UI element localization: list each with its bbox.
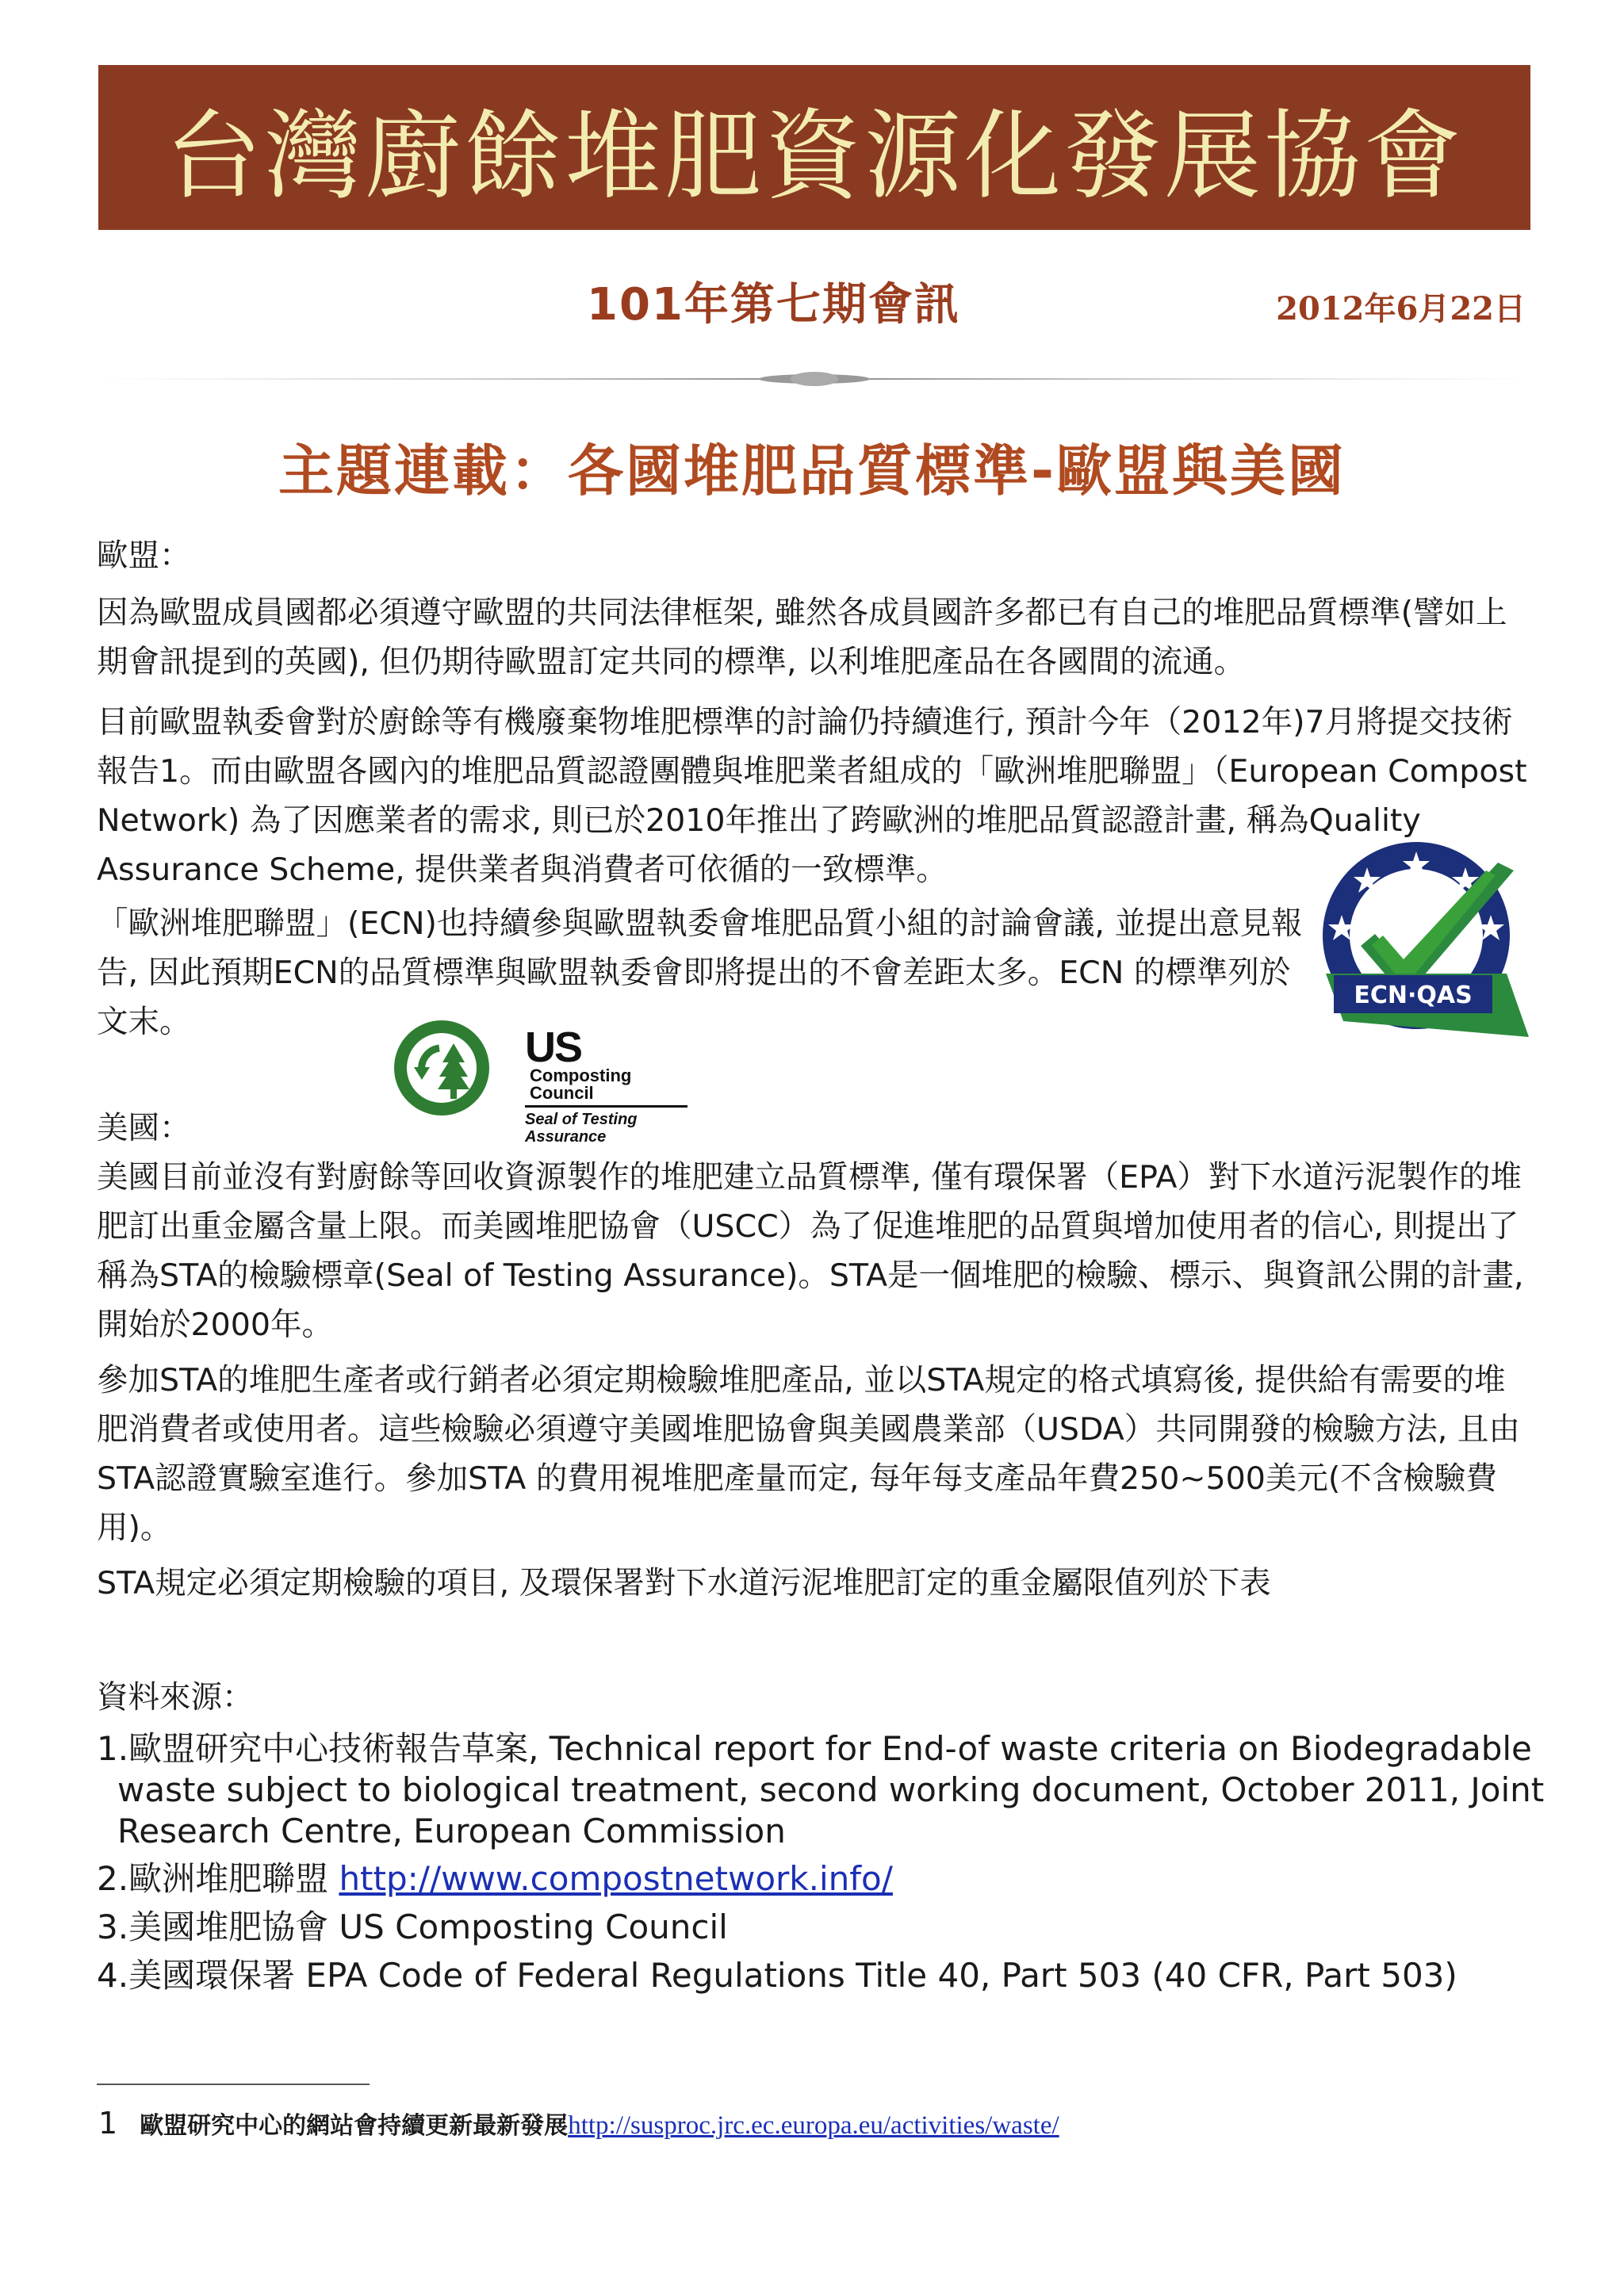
ornamental-divider (98, 368, 1530, 390)
us-paragraph-2: 參加STA的堆肥生產者或行銷者必須定期檢驗堆肥產品, 並以STA規定的格式填寫後, 提供給有需要的堆肥消費者或使用者。這些檢驗必須遵守美國堆肥協會與美國農業部（USDA）共同開發的檢驗方法, 且由STA認證實驗室進行。參加STA 的費用視堆肥產量而定, 每年每支產品年費250~500美元(不含檢驗費用)。 (97, 1362, 1520, 1546)
footnote-link[interactable]: http://susproc.jrc.ec.europa.eu/activities/waste/ (568, 2111, 1059, 2140)
issue-number: 101年第七期會訊 (587, 279, 960, 331)
ecn-qas-seal-icon (1320, 839, 1530, 1042)
eu-paragraph-3: 「歐洲堆肥聯盟」(ECN)也持續參與歐盟執委會堆肥品質小組的討論會議, 並提出意見報告, 因此預期ECN的品質標準與歐盟執委會即將提出的不會差距太多。ECN 的標準列於文末。 (97, 905, 1303, 1040)
ecn-seal-text: ECN·QAS (1354, 982, 1473, 1009)
source-num: 4. (97, 1956, 129, 1995)
usc-logo-line1: Composting (530, 1066, 632, 1085)
source-item-1 (97, 1728, 1545, 1852)
source-link-compostnetwork[interactable]: http://www.compostnetwork.info/ (339, 1859, 893, 1898)
source-item-3 (97, 1907, 1524, 1948)
sources-heading: 資料來源： (97, 1679, 254, 1716)
source-text: 美國堆肥協會 US Composting Council (128, 1908, 728, 1946)
footnote-text: 歐盟研究中心的網站會持續更新最新發展 (140, 2112, 569, 2140)
us-paragraph-3: STA規定必須定期檢驗的項目, 及環保署對下水道污泥堆肥訂定的重金屬限值列於下表 (97, 1565, 1271, 1601)
source-item-4 (97, 1955, 1524, 1996)
source-num: 2. (97, 1859, 129, 1898)
article-headline: 主題連載：各國堆肥品質標準-歐盟與美國 (278, 438, 1346, 503)
footnote-mark: 1 (98, 2106, 118, 2141)
eu-paragraph-2: 目前歐盟執委會對於廚餘等有機廢棄物堆肥標準的討論仍持續進行, 預計今年（2012年)7月將提交技術報告1。而由歐盟各國內的堆肥品質認證團體與堆肥業者組成的「歐洲堆肥聯盟」（European Compost Network) 為了因應業者的需求, 則已於2010年推出了跨歐洲的堆肥品質認證計畫, 稱為Quality Assurance Scheme, 提供業者與消費者可依循的一致標準。 (97, 704, 1527, 888)
usc-tagline-2: Assurance (525, 1128, 607, 1146)
eu-heading: 歐盟： (97, 538, 191, 574)
us-paragraph-1: 美國目前並沒有對廚餘等回收資源製作的堆肥建立品質標準, 僅有環保署（EPA）對下水道污泥製作的堆肥訂出重金屬含量上限。而美國堆肥協會（USCC）為了促進堆肥的品質與增加使用者的信心, 則提出了稱為STA的檢驗標章(Seal of Testing Assurance)。STA是一個堆肥的檢驗、標示、與資訊公開的計畫, 開始於2000年。 (97, 1159, 1524, 1343)
footnote-rule (97, 2084, 370, 2085)
usc-logo-us: US (525, 1024, 582, 1071)
source-num: 1. (97, 1729, 129, 1768)
usc-tagline-1: Seal of Testing (525, 1111, 638, 1128)
issue-date: 2012年6月22日 (1276, 290, 1526, 327)
us-heading: 美國： (97, 1110, 191, 1146)
source-text: 歐盟研究中心技術報告草案, Technical report for End-of waste criteria on Biodegradable waste subject to biological treatment, second working document, October 2011, Joint Research Centre, European Commission (117, 1729, 1545, 1850)
usc-logo-line2: Council (530, 1083, 594, 1103)
footnote (98, 2106, 1059, 2141)
source-text: 美國環保署 EPA Code of Federal Regulations Title 40, Part 503 (40 CFR, Part 503) (128, 1956, 1457, 1995)
source-num: 3. (97, 1908, 129, 1946)
organization-title: 台灣廚餘堆肥資源化發展協會 (165, 99, 1464, 212)
source-text: 歐洲堆肥聯盟 (128, 1859, 339, 1898)
source-item-2 (97, 1858, 1524, 1900)
eu-paragraph-1: 因為歐盟成員國都必須遵守歐盟的共同法律框架, 雖然各成員國許多都已有自己的堆肥品質標準(譬如上期會訊提到的英國), 但仍期待歐盟訂定共同的標準, 以利堆肥產品在各國間的流通。 (97, 595, 1507, 680)
header-banner (98, 65, 1530, 230)
